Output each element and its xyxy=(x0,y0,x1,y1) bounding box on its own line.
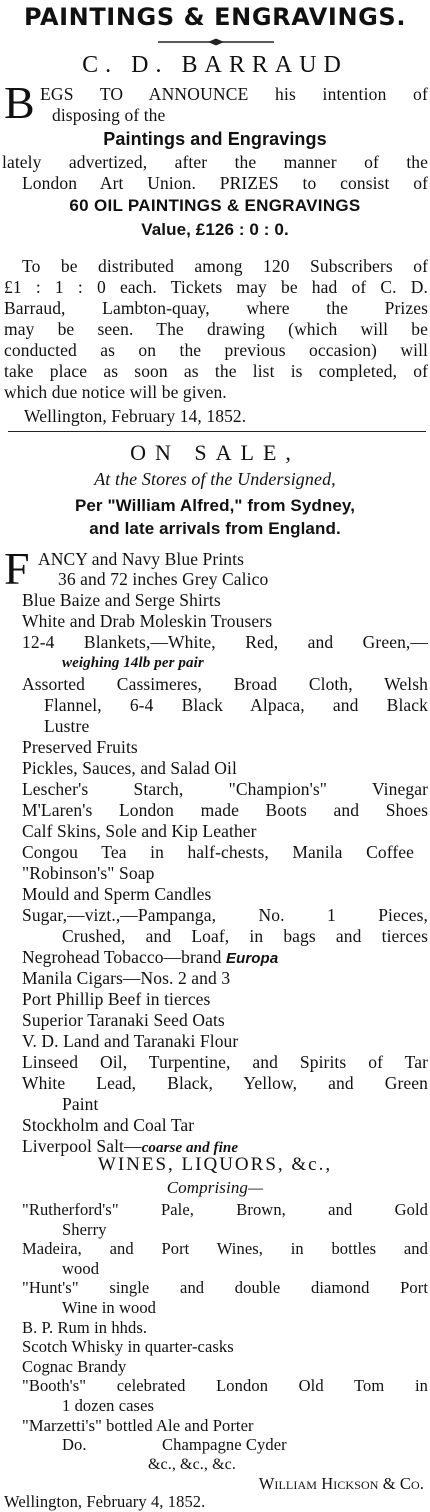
intro-line-1: EGS TO ANNOUNCE his intention of xyxy=(40,84,428,104)
goods-item: 36 and 72 inches Grey Calico xyxy=(58,569,269,589)
wine-item: 1 dozen cases xyxy=(62,1396,155,1415)
wine-item: Champagne Cyder xyxy=(162,1435,287,1455)
goods-item: Lescher's Starch, "Champion's" Vinegar xyxy=(22,779,428,799)
body-line: To be distributed among 120 Subscribers of xyxy=(22,256,428,276)
goods-item: weighing 14lb per pair xyxy=(62,655,204,671)
drop-cap-f: F xyxy=(4,543,30,594)
ad-heading: PAINTINGS & ENGRAVINGS. xyxy=(23,3,407,31)
wine-item: wood xyxy=(62,1258,100,1278)
goods-item: Superior Taranaki Seed Oats xyxy=(22,1010,225,1030)
ad-heading: ON SALE, xyxy=(130,440,300,465)
section-divider xyxy=(8,431,426,432)
goods-item: M'Laren's London made Boots and Shoes xyxy=(22,800,428,820)
body-line: take place as soon as the list is completed, of xyxy=(4,361,428,381)
stores-subheading: At the Stores of the Undersigned, xyxy=(94,469,336,489)
wine-item: Sherry xyxy=(62,1219,107,1239)
goods-item: ANCY and Navy Blue Prints xyxy=(38,549,245,569)
goods-item: Calf Skins, Sole and Kip Leather xyxy=(22,821,257,841)
goods-item: Assorted Cassimeres, Broad Cloth, Welsh xyxy=(22,674,428,694)
wine-item: Cognac Brandy xyxy=(22,1356,127,1376)
body-line: which due notice will be given. xyxy=(4,382,227,402)
dateline: Wellington, February 14, 1852. xyxy=(24,406,247,426)
etcetera-line: &c., &c., &c. xyxy=(148,1455,236,1473)
goods-item: V. D. Land and Taranaki Flour xyxy=(22,1031,239,1051)
prize-value: Value, £126 : 0 : 0. xyxy=(141,220,289,239)
body-line: £1 : 1 : 0 each. Tickets may be had of C. D. xyxy=(4,277,428,297)
goods-item: Lustre xyxy=(44,716,90,736)
wine-item: B. P. Rum in hhds. xyxy=(22,1317,148,1337)
drop-cap-b: B xyxy=(4,77,35,128)
salt-grade: coarse and fine xyxy=(141,1140,239,1156)
wine-item: "Hunt's" single and double diamond Port xyxy=(22,1278,428,1298)
wine-item: "Rutherford's" Pale, Brown, and Gold xyxy=(22,1200,428,1219)
goods-item: Pickles, Sauces, and Salad Oil xyxy=(22,758,237,778)
advertiser-name: C. D. BARRAUD xyxy=(82,52,348,78)
arrivals-line: and late arrivals from England. xyxy=(89,519,341,538)
goods-item: Linseed Oil, Turpentine, and Spirits of Tar xyxy=(22,1052,428,1072)
goods-item: 12-4 Blankets,—White, Red, and Green,— xyxy=(22,632,428,652)
goods-item: Preserved Fruits xyxy=(22,737,138,757)
wine-item: Wine in wood xyxy=(62,1298,157,1317)
goods-item-text: Liverpool Salt— xyxy=(22,1136,142,1156)
body-line: conducted as on the previous occasion) will xyxy=(4,340,428,360)
dateline: Wellington, February 4, 1852. xyxy=(4,1492,206,1511)
ad-subheading: Paintings and Engravings xyxy=(103,129,327,149)
goods-item: Paint xyxy=(62,1094,99,1114)
wine-item: "Marzetti's" bottled Ale and Porter xyxy=(22,1415,254,1435)
comprising-label: Comprising— xyxy=(166,1178,264,1197)
ship-line: Per "William Alfred," from Sydney, xyxy=(74,496,356,515)
body-line: may be seen. The drawing (which will be xyxy=(4,319,428,339)
brand-name: Europa xyxy=(225,950,279,967)
wine-item: Do. xyxy=(62,1435,87,1455)
goods-item: White Lead, Black, Yellow, and Green xyxy=(22,1073,428,1093)
goods-item: Manila Cigars—Nos. 2 and 3 xyxy=(22,968,231,988)
goods-item: White and Drab Moleskin Trousers xyxy=(22,611,273,631)
prize-count: 60 OIL PAINTINGS & ENGRAVINGS xyxy=(69,196,361,215)
goods-item: Blue Baize and Serge Shirts xyxy=(22,590,221,610)
goods-item: Port Phillip Beef in tierces xyxy=(22,989,211,1009)
goods-item: Sugar,—vizt.,—Pampanga, No. 1 Pieces, xyxy=(22,905,428,925)
signature: William Hickson & Co. xyxy=(258,1474,424,1494)
goods-item: Mould and Sperm Candles xyxy=(22,884,212,904)
wine-item: Scotch Whisky in quarter-casks xyxy=(22,1337,234,1357)
wine-item: "Booth's" celebrated London Old Tom in xyxy=(22,1376,428,1396)
goods-item: "Robinson's" Soap xyxy=(22,863,155,883)
goods-item: Flannel, 6-4 Black Alpaca, and Black xyxy=(44,695,428,715)
wines-heading: WINES, LIQUORS, &c., xyxy=(97,1154,333,1175)
goods-item: Crushed, and Loaf, in bags and tierces xyxy=(62,926,428,946)
goods-item-text: Negrohead Tobacco—brand xyxy=(22,947,222,967)
wine-item: Madeira, and Port Wines, in bottles and xyxy=(22,1239,428,1259)
goods-item: Stockholm and Coal Tar xyxy=(22,1115,195,1135)
goods-item: Congou Tea in half-chests, Manila Coffee xyxy=(22,842,414,862)
intro-line-2: disposing of the xyxy=(52,105,166,125)
ornamental-rule xyxy=(158,38,274,46)
body-line-lately: lately advertized, after the manner of the xyxy=(2,152,428,172)
body-line-london: London Art Union. PRIZES to consist of xyxy=(22,173,428,193)
body-line: Barraud, Lambton-quay, where the Prizes xyxy=(4,298,428,318)
